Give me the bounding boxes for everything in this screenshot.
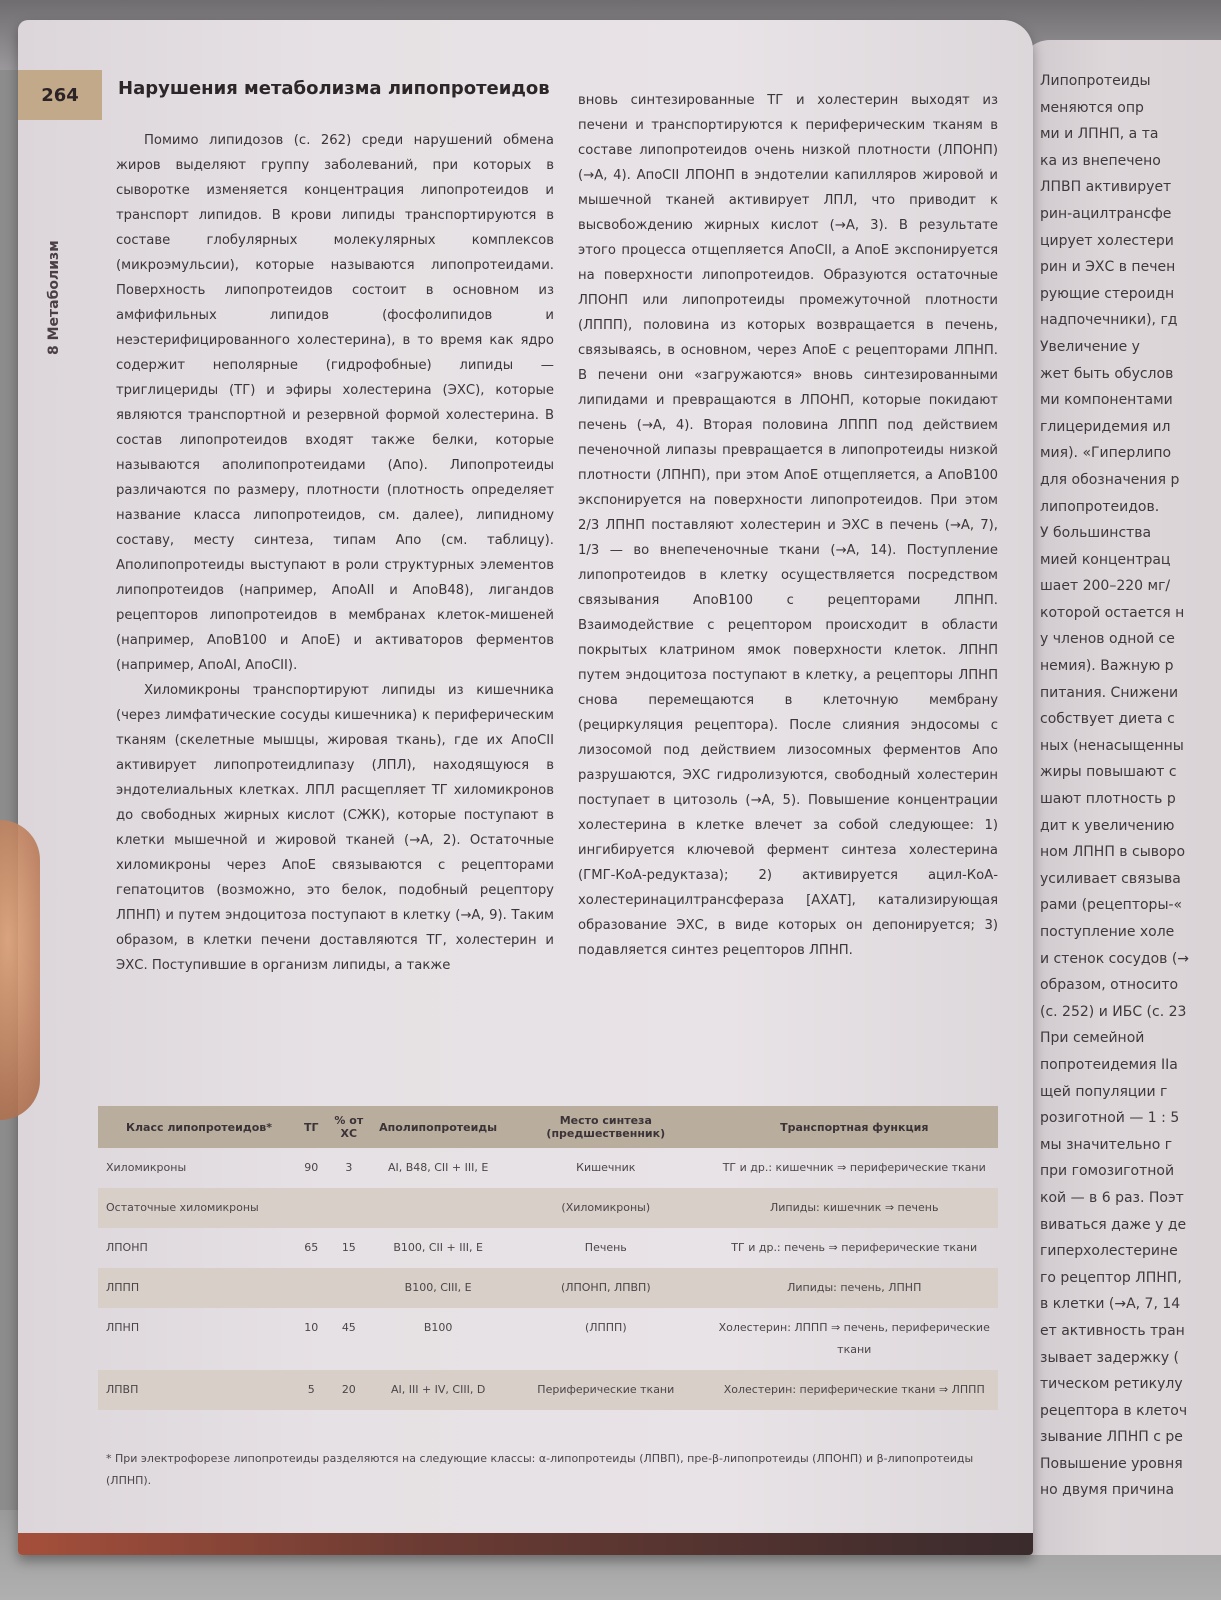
next-page-line: дит к увеличению (1040, 817, 1175, 834)
next-page (1020, 40, 1221, 1555)
table-cell: Печень (584, 1241, 627, 1254)
right-column (578, 88, 998, 963)
table-row (98, 1268, 998, 1308)
table-row (98, 1370, 998, 1410)
table-row (98, 1188, 998, 1228)
next-page-line: виваться даже у де (1040, 1216, 1187, 1233)
next-page-line: Увеличение у (1040, 338, 1140, 355)
next-page-line: При семейной (1040, 1030, 1145, 1047)
table-cell (300, 1268, 323, 1308)
next-page-line: У большинства (1040, 525, 1152, 542)
next-page-line: собствует диета с (1040, 711, 1175, 728)
table-cell: Кишечник (576, 1161, 636, 1174)
table-cell: (ЛППП) (584, 1321, 627, 1334)
next-page-line: попротеидемия IIa (1040, 1056, 1178, 1073)
table-cell: ЛПВП (98, 1370, 300, 1410)
next-page-line: меняются опр (1040, 99, 1144, 116)
next-page-line: мы значительно г (1040, 1136, 1173, 1153)
next-page-line: питания. Снижени (1040, 684, 1179, 701)
chapter-title: Нарушения метаболизма липопротеидов (118, 78, 550, 99)
table-cell: (Хиломикроны) (501, 1188, 710, 1228)
table-cell: 45 (341, 1321, 356, 1334)
side-label-text: 8 Метаболизм (46, 240, 62, 355)
table-cell: Липиды: кишечник ⇒ печень (710, 1188, 998, 1228)
next-page-line: жиры повышают с (1040, 764, 1177, 781)
table-header: % от ХС (323, 1106, 376, 1148)
table-header: Аполипопротеиды (375, 1106, 501, 1148)
next-page-line: надпочечники), гд (1040, 312, 1178, 329)
next-page-line: для обозначения р (1040, 471, 1180, 488)
table-cell: Остаточные хиломикроны (98, 1188, 300, 1228)
chapter-side-label (46, 155, 76, 355)
next-page-line: Липопротеиды (1040, 73, 1151, 89)
table-cell: Холестерин: ЛППП ⇒ печень, периферические ткани (718, 1321, 990, 1356)
next-page-line: немия). Важную р (1040, 658, 1174, 675)
next-page-line: (с. 252) и ИБС (с. 23 (1040, 1003, 1187, 1020)
table-cell (300, 1188, 323, 1228)
table-cell: 90 (304, 1161, 319, 1174)
next-page-line: цирует холестери (1040, 232, 1174, 249)
next-page-line: усиливает связыва (1040, 870, 1181, 887)
paragraph: Помимо липидозов (с. 262) среди нарушений обмена жиров выделяют группу заболеваний, при которых в сыворотке изменяется концентрация липопротеидов и транспорт липидов. В крови липиды транспортируются в составе глобулярных молекулярных комплексов (микроэмульсии), которые называются липопротеидами. Поверхность липопротеидов состоит в основном из амфифильных липидов (фосфолипидов и неэстерифицированного холестерина), в то время как ядро содержит неполярные (гидрофобные) липиды — триглицериды (ТГ) и эфиры холестерина (ЭХС), которые являются транспортной и резервной формой холестерина. В состав липопротеидов входят также белки, которые называются аполипопротеидами (Апо). Липопротеиды различаются по размеру, плотности (плотность определяет название класса липопротеидов, см. далее), липидному составу, месту синтеза, типам Апо (см. таблицу). Аполипопротеиды выступают в роли структурных элементов липопротеидов (например, АпоAII и АпоB48), лигандов рецепторов липопротеидов в мембранах клеток-мишеней (например, АпоB100 и АпоE) и активаторов ферментов (например, АпоAI, АпоCII). (116, 133, 554, 673)
next-page-line: рующие стероидн (1040, 285, 1175, 302)
table-footnote: * При электрофорезе липопротеиды разделяются на следующие классы: α-липопротеиды (ЛПВП), пре-β-липопротеиды (ЛПОНП) и β-липопротеиды (ЛПНП). (106, 1452, 974, 1487)
next-page-line: ми компонентами (1040, 392, 1173, 409)
next-page-text (1040, 68, 1221, 1504)
table-header: Место синтеза (предшественник) (501, 1106, 710, 1148)
next-page-line: ми и ЛПНП, а та (1040, 126, 1159, 143)
next-page-line: в клетки (→A, 7, 14 (1040, 1296, 1181, 1313)
next-page-line: которой остается н (1040, 604, 1185, 621)
next-page-line: зывает задержку ( (1040, 1349, 1180, 1366)
table-cell: 10 (304, 1321, 319, 1334)
table-row (98, 1228, 998, 1268)
table-cell: ЛПНП (106, 1321, 140, 1334)
next-page-line: шает 200–220 мг/ (1040, 578, 1171, 595)
table-cell: Хиломикроны (106, 1161, 187, 1174)
next-page-line: жет быть обуслов (1040, 365, 1174, 382)
thumb (0, 820, 40, 1120)
next-page-line: розиготной — 1 : 5 (1040, 1110, 1180, 1127)
table-cell: ТГ и др.: печень ⇒ периферические ткани (731, 1241, 978, 1254)
next-page-line: рами (рецепторы-« (1040, 897, 1183, 914)
table-cell: AI, III + IV, CIII, D (375, 1370, 501, 1410)
table-header: ТГ (300, 1106, 323, 1148)
next-page-line: шают плотность р (1040, 791, 1176, 808)
table-cell: B100, CIII, E (375, 1268, 501, 1308)
next-page-line: липопротеидов. (1040, 498, 1160, 515)
table-header-row (98, 1106, 998, 1148)
page-number: 264 (18, 70, 102, 120)
next-page-line: но двумя причина (1040, 1482, 1175, 1499)
table-cell: Липиды: печень, ЛПНП (710, 1268, 998, 1308)
table-cell: ТГ и др.: кишечник ⇒ периферические ткани (722, 1161, 986, 1174)
table-cell: B100, CII + III, E (393, 1241, 483, 1254)
next-page-line: у членов одной се (1040, 631, 1175, 648)
next-page-line: зывание ЛПНП с ре (1040, 1429, 1183, 1446)
table-cell (323, 1188, 376, 1228)
next-page-line: образом, относито (1040, 977, 1179, 994)
next-page-line: и стенок сосудов (→ (1040, 950, 1190, 967)
table-cell (375, 1188, 501, 1228)
table-cell: B100 (423, 1321, 453, 1334)
next-page-line: щей популяции г (1040, 1083, 1168, 1100)
next-page-line: кой — в 6 раз. Поэт (1040, 1189, 1184, 1206)
table-cell (323, 1268, 376, 1308)
book-page (18, 20, 1033, 1555)
next-page-line: Повышение уровня (1040, 1455, 1183, 1472)
next-page-line: ЛПВП активирует (1040, 179, 1172, 196)
table-row (98, 1308, 998, 1370)
next-page-line: ет активность тран (1040, 1322, 1185, 1339)
next-page-line: ка из внепечено (1040, 152, 1161, 169)
table-row (98, 1148, 998, 1188)
next-page-line: рин и ЭХС в печен (1040, 259, 1176, 276)
table-cell: 15 (341, 1241, 356, 1254)
paragraph: Хиломикроны транспортируют липиды из кишечника (через лимфатические сосуды кишечника) к периферическим тканям (скелетные мышцы, жировая ткань), где их АпоCII активирует липопротеидлипазу (ЛПЛ), находящуюся в эндотелиальных клетках. ЛПЛ расщепляет ТГ хиломикронов до свободных жирных кислот (СЖК), которые поступают в клетки мышечной и жировой тканей (→A, 2). Остаточные хиломикроны через АпоE связываются с рецепторами гепатоцитов (возможно, это белок, подобный рецептору ЛПНП) и путем эндоцитоза поступают в клетку (→A, 9). Таким образом, в клетки печени доставляются ТГ, холестерин и ЭХС. Поступившие в организм липиды, а также (116, 683, 554, 973)
table-cell: Холестерин: периферические ткани ⇒ ЛППП (710, 1370, 998, 1410)
table-cell: 20 (323, 1370, 376, 1410)
table-cell: (ЛПОНП, ЛПВП) (501, 1268, 710, 1308)
paragraph: вновь синтезированные ТГ и холестерин выходят из печени и транспортируются к периферическим тканям в составе липопротеидов очень низкой плотности (ЛПОНП) (→A, 4). АпоCII ЛПОНП в эндотелии капилляров жировой и мышечной тканей активирует ЛПЛ, что приводит к высвобождению жирных кислот (→A, 3). В результате этого процесса отщепляется АпоCII, а АпоE экспонируется на поверхности липопротеидов. Образуются остаточные ЛПОНП или липопротеиды промежуточной плотности (ЛППП), половина из которых возвращается в печень, связываясь, в основном, через АпоE с рецепторами ЛПНП. В печени они «загружаются» вновь синтезированными липидами и превращаются в ЛПОНП, которые покидают печень (→A, 4). Вторая половина ЛППП под действием печеночной липазы превращается в липопротеиды низкой плотности (ЛПНП), при этом АпоE отщепляется, а АпоB100 экспонируется на поверхности липопротеидов. При этом 2/3 ЛПНП поставляют холестерин и ЭХС в печень (→A, 7), 1/3 — во внепеченочные ткани (→A, 14). Поступление липопротеидов в клетку осуществляется посредством связывания АпоB100 с рецепторами ЛПНП. Взаимодействие с рецептором происходит в области покрытых клатрином ямок поверхности клеток. ЛПНП путем эндоцитоза поступают в клетку, а рецепторы ЛПНП снова перемещаются в клеточную мембрану (рециркуляция рецептора). После слияния эндосомы с лизосомой под действием лизосомных ферментов Апо разрушаются, ЭХС гидролизуются, свободный холестерин поступает в цитозоль (→A, 5). Повышение концентрации холестерина в клетке влечет за собой следующее: 1) ингибируется ключевой фермент синтеза холестерина (ГМГ-КоА-редуктаза); 2) активируется ацил-КоА-холестеринацилтрансфераза [АХАТ], катализирующая образование ЭХС, в виде которых он депонируется; 3) подавляется синтез рецепторов ЛПНП. (578, 93, 998, 958)
next-page-line: рецептора в клеточ (1040, 1402, 1188, 1419)
next-page-line: при гомозиготной (1040, 1163, 1175, 1180)
next-page-line: ном ЛПНП в сыворо (1040, 844, 1186, 861)
next-page-line: ных (ненасыщенны (1040, 737, 1184, 754)
next-page-line: мией концентрац (1040, 551, 1171, 568)
table-cell: 3 (345, 1161, 353, 1174)
next-page-line: мия). «Гиперлипо (1040, 445, 1172, 462)
table-cell: AI, B48, CII + III, E (387, 1161, 489, 1174)
table-cell: 5 (300, 1370, 323, 1410)
left-column (116, 128, 554, 978)
next-page-line: рин-ацилтрансфе (1040, 205, 1172, 222)
next-page-line: тическом ретикулу (1040, 1376, 1183, 1393)
table-cell: ЛППП (98, 1268, 300, 1308)
table-header: Класс липопротеидов* (98, 1106, 300, 1148)
lipoprotein-table (98, 1106, 998, 1410)
table-cell: ЛПОНП (106, 1241, 148, 1254)
page-edge (18, 1533, 1033, 1555)
next-page-line: гиперхолестерине (1040, 1243, 1178, 1260)
table-header: Транспортная функция (710, 1106, 998, 1148)
table-cell: Периферические ткани (501, 1370, 710, 1410)
next-page-line: поступление холе (1040, 924, 1175, 940)
next-page-line: глицеридемия ил (1040, 418, 1171, 435)
table-cell: 65 (304, 1241, 319, 1254)
next-page-line: го рецептор ЛПНП, (1040, 1269, 1182, 1286)
